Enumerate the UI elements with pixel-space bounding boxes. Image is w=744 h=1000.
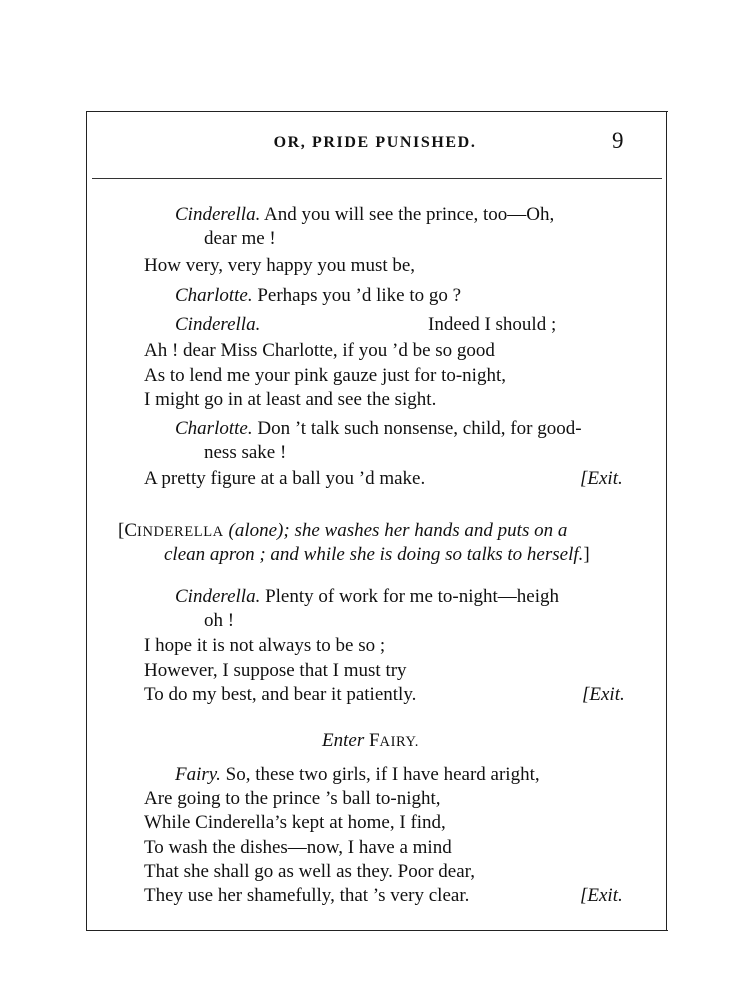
character-name-rest: INDERELLA: [137, 524, 224, 540]
character-name-initial: C: [124, 520, 138, 541]
exit-direction: [Exit.: [580, 885, 623, 906]
character-name-rest: AIRY.: [379, 734, 419, 750]
page-number: 9: [612, 128, 624, 153]
stage-direction-text: clean apron ; and while she is doing so talks to herself.: [164, 544, 584, 565]
dialogue-line: Indeed I should ;: [428, 314, 557, 335]
dialogue-line: However, I suppose that I must try: [144, 660, 407, 681]
stage-direction-text: she washes her hands and puts on a: [294, 520, 568, 541]
dialogue-line: To do my best, and bear it patiently.: [144, 684, 417, 705]
dialogue-line: To wash the dishes—now, I have a mind: [144, 837, 452, 858]
dialogue-line: I might go in at least and see the sight.: [144, 389, 437, 410]
dialogue-line: They use her shamefully, that ’s very clear.: [144, 885, 470, 906]
dialogue-line: [175, 587, 559, 606]
speaker-name: Charlotte.: [175, 418, 253, 439]
dialogue-line: ness sake !: [204, 442, 287, 463]
stage-direction: [164, 545, 590, 564]
stage-direction-paren: (alone);: [228, 520, 290, 541]
dialogue-line: I hope it is not always to be so ;: [144, 635, 386, 656]
dialogue-line: [175, 205, 554, 224]
line-text: And you will see the prince, too—Oh,: [264, 204, 555, 225]
line-text: So, these two girls, if I have heard aright,: [225, 764, 540, 785]
line-text: Perhaps you ’d like to go ?: [257, 285, 462, 306]
dialogue-line: That she shall go as well as they. Poor dear,: [144, 861, 475, 882]
dialogue-line: While Cinderella’s kept at home, I find,: [144, 812, 446, 833]
dialogue-line: Ah ! dear Miss Charlotte, if you ’d be so good: [144, 340, 495, 361]
entrance-heading: [322, 731, 419, 750]
frame-top-rule: [86, 111, 668, 112]
exit-direction: [Exit.: [580, 468, 623, 489]
bracket: ]: [583, 544, 590, 565]
running-head: OR, PRIDE PUNISHED.: [273, 134, 477, 151]
exit-direction: [Exit.: [582, 684, 625, 705]
dialogue-line: How very, very happy you must be,: [144, 255, 416, 276]
speaker-name: Cinderella.: [175, 314, 261, 335]
stage-direction: [118, 521, 567, 540]
line-text: Plenty of work for me to-night—heigh: [265, 586, 560, 607]
frame-left-rule: [86, 111, 87, 931]
speaker-name: Fairy.: [175, 764, 221, 785]
dialogue-line: [175, 765, 540, 784]
dialogue-line: As to lend me your pink gauze just for to-night,: [144, 365, 506, 386]
line-text: Don ’t talk such nonsense, child, for good-: [257, 418, 582, 439]
dialogue-line: Are going to the prince ’s ball to-night,: [144, 788, 441, 809]
character-name-initial: F: [368, 730, 380, 751]
dialogue-line: oh !: [204, 610, 235, 631]
dialogue-line: A pretty figure at a ball you ’d make.: [144, 468, 426, 489]
enter-word: Enter: [322, 730, 365, 751]
speaker-name: Cinderella.: [175, 586, 261, 607]
frame-bottom-rule: [86, 930, 668, 931]
header-rule: [92, 178, 662, 179]
dialogue-line: [175, 286, 461, 305]
bracket: [: [118, 520, 125, 541]
dialogue-line: dear me !: [204, 228, 276, 249]
dialogue-line: [175, 419, 582, 438]
speaker-name: Cinderella.: [175, 204, 261, 225]
speaker-name: Charlotte.: [175, 285, 253, 306]
frame-right-rule: [666, 111, 667, 931]
